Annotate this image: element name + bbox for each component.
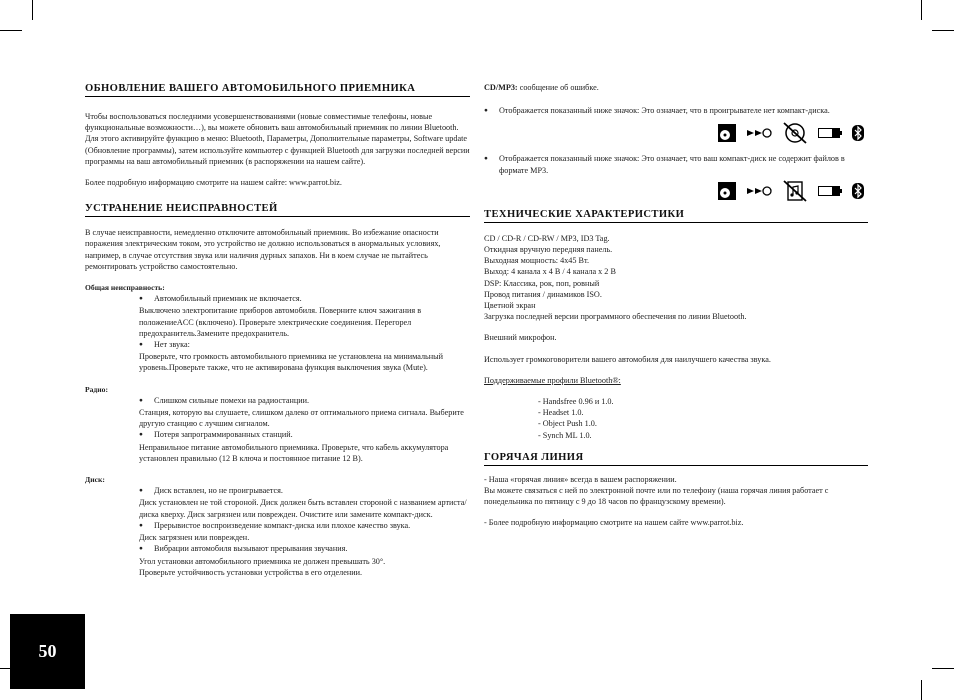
bullet-icon [139, 543, 154, 555]
profiles-label: Поддерживаемые профили Bluetooth®: [484, 375, 621, 385]
bullet-text: Слишком сильные помехи на радиостанции. [154, 395, 310, 405]
bullet-body: Проверьте, что громкость автомобильного приемника не установлена на минимальный уровень.Проверьте также, что не активирована функция выключения звука (Mute). [139, 352, 444, 373]
no-mp3-bullet: Отображается показанный ниже значок: Это означает, что ваш компакт-диск не содержит файлов в формате MP3. [499, 154, 845, 175]
troubleshooting-title: УСТРАНЕНИЕ НЕИСПРАВНОСТЕЙ [85, 202, 470, 217]
bullet-icon [484, 153, 499, 175]
battery-icon [818, 186, 842, 196]
profile-item: - Object Push 1.0. [538, 419, 597, 429]
crop-mark [932, 668, 954, 669]
profiles-list [484, 396, 868, 441]
profile-item: - Handsfree 0.96 и 1.0. [538, 397, 614, 407]
bullet-body: Угол установки автомобильного приемника не должен превышать 30°. [139, 556, 386, 566]
bluetooth-icon [852, 183, 864, 199]
spec-item: Выходная мощность: 4x45 Вт. [484, 256, 590, 266]
spec-item: Цветной экран [484, 301, 536, 311]
battery-icon [818, 128, 842, 138]
hotline-paragraph: - Наша «горячая линия» всегда в вашем распоряжении. [484, 474, 677, 484]
bullet-body: Неправильное питание автомобильного приемника. Проверьте, что кабель аккумулятора установлен правильно (12 В ключа и постоянное питание 12 В). [139, 442, 449, 463]
bullet-text: Вибрации автомобиля вызывают прерывания звучания. [154, 544, 348, 554]
bullet-icon [139, 485, 154, 497]
specs-list [484, 233, 868, 323]
right-column [484, 82, 868, 529]
bullet-icon [139, 339, 154, 351]
speakers-text: Использует громкоговорители вашего автомобиля для наилучшего качества звука. [484, 354, 771, 364]
spec-item: CD / CD-R / CD-RW / MP3, ID3 Tag. [484, 233, 610, 243]
cd-arrow-icon [746, 127, 772, 139]
cd-slot-icon [718, 182, 736, 200]
icon-row-no-mp3 [718, 180, 864, 202]
radio-label: Радио: [85, 384, 108, 394]
update-paragraph: Более подробную информацию смотрите на нашем сайте: www.parrot.biz. [85, 178, 342, 188]
bullet-body: Выключено электропитание приборов автомобиля. Поверните ключ зажигания в положениеACC (включено). Проверьте электрические соединения. Перегорел предохранитель.Замените предохранитель. [139, 306, 422, 338]
crop-mark [932, 30, 954, 31]
update-paragraph: Для этого активируйте функцию в меню: Bluetooth, Параметры, Дополнительные параметры, Software update (Обновление программы), затем используйте компьютер с функцией Bluetooth для загрузки последней версии программы на ваш автомобильный приемник (в распоряжении на нашем сайте). [85, 134, 470, 166]
bullet-text: Автомобильный приемник не включается. [154, 294, 302, 304]
spec-item: Загрузка последней версии программного обеспечения по линии Bluetooth. [484, 312, 747, 322]
update-title: ОБНОВЛЕНИЕ ВАШЕГО АВТОМОБИЛЬНОГО ПРИЕМНИКА [85, 82, 470, 97]
cd-arrow-icon [746, 185, 772, 197]
bullet-body: Станция, которую вы слушаете, слишком далеко от оптимального приема сигнала. Выберите другую станцию с лучшим сигналом. [139, 408, 464, 429]
spec-item: Провод питания / динамиков ISO. [484, 289, 602, 299]
update-paragraph: Чтобы воспользоваться последними усовершенствованиями (новые совместимые телефоны, новые функциональные возможности…), вы можете обновить ваш автомобильный приемник по линии Bluetooth. [85, 112, 459, 133]
bullet-icon [139, 293, 154, 305]
hotline-paragraph: Вы можете связаться с ней по электронной почте или по телефону (наша горячая линия работает с понедельника по пятницу с 9 до 18 часов по французскому времени). [484, 486, 829, 507]
crop-mark [921, 0, 922, 20]
no-disc-icon [782, 122, 808, 144]
cdmp3-text: сообщение об ошибке. [517, 83, 599, 92]
icon-row-no-disc [718, 122, 864, 144]
crop-mark [921, 680, 922, 700]
mic-text: Внешний микрофон. [484, 333, 557, 343]
crop-mark [0, 30, 22, 31]
bullet-text: Диск вставлен, но не проигрывается. [154, 486, 283, 496]
specs-title: ТЕХНИЧЕСКИЕ ХАРАКТЕРИСТИКИ [484, 208, 868, 223]
spec-item: DSP: Классика, рок, поп, ровный [484, 278, 600, 288]
cdmp3-label: CD/MP3: [484, 83, 518, 92]
spec-item: Выход: 4 канала x 4 В / 4 канала x 2 В [484, 267, 616, 277]
cd-slot-icon [718, 124, 736, 142]
disc-label: Диск: [85, 475, 105, 485]
profile-item: - Synch ML 1.0. [538, 430, 592, 440]
left-column [85, 82, 470, 578]
bullet-body: Диск установлен не той стороной. Диск должен быть вставлен стороной с названием артиста/диска кверху. Диск загрязнен или поврежден. Очистите или замените компакт-диск. [139, 498, 467, 519]
hotline-title: ГОРЯЧАЯ ЛИНИЯ [484, 451, 868, 466]
bullet-body: Проверьте устойчивость установки устройства в его отделении. [139, 567, 363, 577]
hotline-paragraph: - Более подробную информацию смотрите на нашем сайте www.parrot.biz. [484, 518, 744, 528]
general-label: Общая неисправность: [85, 283, 165, 293]
bullet-body: Диск загрязнен или поврежден. [139, 533, 250, 543]
bullet-text: Нет звука: [154, 340, 190, 350]
bluetooth-icon [852, 125, 864, 141]
bullet-icon [139, 395, 154, 407]
troubleshooting-intro: В случае неисправности, немедленно отключите автомобильный приемник. Во избежание опасности поражения электрическим током, это устройство не должно использоваться в анормальных условиях, например, в случае отсутствия звука или наличия дурных запахов. Ни в коем случае не пытайтесь ремонтировать устройство самостоятельно. [85, 228, 441, 271]
bullet-icon [484, 105, 499, 117]
no-disc-bullet: Отображается показанный ниже значок: Это означает, что в проигрывателе нет компакт-диска. [499, 106, 830, 116]
bullet-text: Прерывистое воспроизведение компакт-диска или плохое качество звука. [154, 520, 411, 530]
bullet-icon [139, 520, 154, 532]
no-mp3-icon [782, 180, 808, 202]
crop-mark [32, 0, 33, 20]
profile-item: - Headset 1.0. [538, 408, 584, 418]
bullet-icon [139, 429, 154, 441]
bullet-text: Потеря запрограммированных станций. [154, 430, 293, 440]
page-number: 50 [10, 614, 85, 689]
spec-item: Откидная вручную передняя панель. [484, 245, 613, 255]
